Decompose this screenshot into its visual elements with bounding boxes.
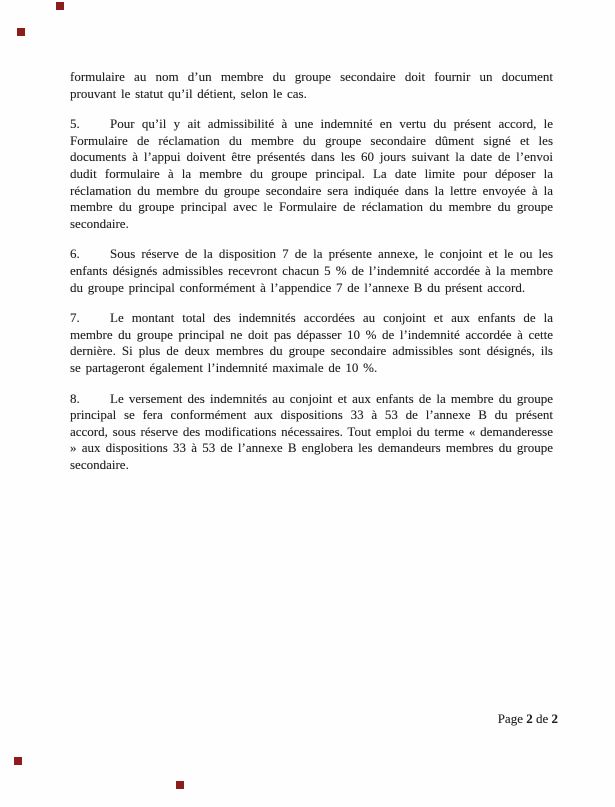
paragraph-text: Le versement des indemnités au conjoint et aux enfants de la membre du groupe principal se fera conformément aux dispositions 33 à 53 de l’annexe B du présent accord, sous réserve des modifications nécessaires. Tout emploi du terme « demanderesse » aux dispositions 33 à 53 de l’annexe B englobera les demandeurs membres du groupe secondaire. [70,390,553,472]
paragraph-5 [70,116,553,232]
scan-mark-top [56,2,64,10]
footer-prefix: Page [497,711,527,726]
paragraph-continuation [70,69,553,102]
footer-total-pages: 2 [551,711,558,726]
paragraph-8 [70,391,553,474]
paragraph-number: 6. [70,246,80,262]
scan-mark-bottom-center [176,781,184,789]
document-body [70,69,553,487]
paragraph-number: 8. [70,390,80,406]
footer-separator: de [532,711,552,726]
paragraph-text: Le montant total des indemnités accordées au conjoint et aux enfants de la membre du groupe principal ne doit pas dépasser 10 % de l’indemnité accordée à cette dernière. Si plus de deux membres du groupe secondaire admissibles sont désignés, ils se partageront également l’indemnité maximale de 10 %. [70,310,553,375]
paragraph-number: 7. [70,310,80,326]
paragraph-text: formulaire au nom d’un membre du groupe secondaire doit fournir un document prouvant le statut qu’il détient, selon le cas. [70,69,553,101]
footer-current-page: 2 [526,711,533,726]
paragraph-6 [70,246,553,296]
paragraph-text: Sous réserve de la disposition 7 de la présente annexe, le conjoint et le ou les enfants désignés admissibles recevront chacun 5 % de l’indemnité accordée à la membre du groupe principal conformément à l’appendice 7 de l’annexe B du présent accord. [70,246,553,295]
paragraph-number: 5. [70,116,80,132]
scan-mark-bottom-left [14,757,22,765]
paragraph-7 [70,310,553,376]
page-footer [498,711,558,727]
scan-mark-upper-left [17,28,25,36]
paragraph-text: Pour qu’il y ait admissibilité à une indemnité en vertu du présent accord, le Formulaire de réclamation du membre du groupe secondaire dûment signé et les documents à l’appui doivent être présentés dans les 60 jours suivant la date de l’envoi dudit formulaire à la membre du groupe principal. La date limite pour déposer la réclamation du membre du groupe secondaire sera indiquée dans la lettre envoyée à la membre du groupe principal avec le Formulaire de réclamation du membre du groupe secondaire. [70,116,553,231]
